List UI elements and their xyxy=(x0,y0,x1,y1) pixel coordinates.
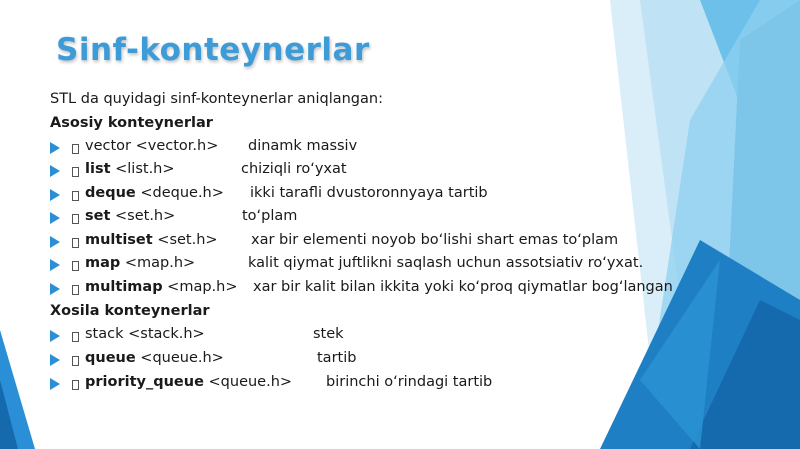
missing-glyph-icon xyxy=(72,167,79,177)
missing-glyph-icon xyxy=(72,380,79,390)
triangle-bullet-icon xyxy=(50,189,60,201)
missing-glyph-icon xyxy=(72,261,79,271)
container-header: <queue.h> xyxy=(203,374,293,390)
missing-glyph-icon xyxy=(72,356,79,366)
container-description: xar bir elementi noyob bo‘lishi shart emas to‘plam xyxy=(251,232,619,248)
container-description: xar bir kalit bilan ikkita yoki ko‘proq qiymatlar bog‘langan xyxy=(253,279,673,295)
list-item xyxy=(50,185,690,207)
container-description: dinamk massiv xyxy=(248,138,358,154)
triangle-bullet-icon xyxy=(50,259,60,271)
list-item xyxy=(50,208,690,230)
missing-glyph-icon xyxy=(72,214,79,224)
list-item xyxy=(50,326,690,348)
container-header: <vector.h> xyxy=(131,138,219,154)
container-name: set xyxy=(85,208,111,224)
section-heading-derived: Xosila konteynerlar xyxy=(50,303,210,319)
container-name: stack xyxy=(85,326,124,342)
container-header: <set.h> xyxy=(152,232,218,248)
container-header: <queue.h> xyxy=(135,350,224,366)
container-header: <map.h> xyxy=(162,279,238,295)
container-name: vector xyxy=(85,138,131,154)
container-description: to‘plam xyxy=(242,208,298,224)
container-name: queue xyxy=(85,350,136,366)
triangle-bullet-icon xyxy=(50,165,60,177)
triangle-bullet-icon xyxy=(50,283,60,295)
triangle-bullet-icon xyxy=(50,354,60,366)
container-header: <list.h> xyxy=(110,161,175,177)
list-item xyxy=(50,350,690,372)
list-item xyxy=(50,232,690,254)
list-item xyxy=(50,161,690,183)
list-item xyxy=(50,138,690,160)
missing-glyph-icon xyxy=(72,144,79,154)
container-header: <deque.h> xyxy=(135,185,224,201)
container-header: <stack.h> xyxy=(123,326,205,342)
missing-glyph-icon xyxy=(72,332,79,342)
missing-glyph-icon xyxy=(72,285,79,295)
slide-title: Sinf-konteynerlar xyxy=(56,32,370,68)
container-description: chiziqli ro‘yxat xyxy=(241,161,347,177)
missing-glyph-icon xyxy=(72,238,79,248)
container-name: list xyxy=(85,161,111,177)
triangle-bullet-icon xyxy=(50,378,60,390)
list-item xyxy=(50,279,690,301)
triangle-bullet-icon xyxy=(50,236,60,248)
triangle-bullet-icon xyxy=(50,142,60,154)
container-name: deque xyxy=(85,185,136,201)
triangle-bullet-icon xyxy=(50,330,60,342)
triangle-bullet-icon xyxy=(50,212,60,224)
container-header: <map.h> xyxy=(120,255,196,271)
container-name: multiset xyxy=(85,232,153,248)
missing-glyph-icon xyxy=(72,191,79,201)
container-header: <set.h> xyxy=(110,208,176,224)
container-description: kalit qiymat juftlikni saqlash uchun assotsiativ ro‘yxat. xyxy=(248,255,644,271)
list-item xyxy=(50,255,690,277)
container-name: multimap xyxy=(85,279,163,295)
container-description: ikki tarafli dvustoronnyaya tartib xyxy=(250,185,488,201)
container-name: map xyxy=(85,255,121,271)
intro-text: STL da quyidagi sinf-konteynerlar aniqlangan: xyxy=(50,91,383,107)
list-item xyxy=(50,374,690,396)
container-description: stek xyxy=(313,326,344,342)
section-heading-basic: Asosiy konteynerlar xyxy=(50,115,213,131)
container-name: priority_queue xyxy=(85,374,204,390)
container-description: tartib xyxy=(317,350,357,366)
container-description: birinchi o‘rindagi tartib xyxy=(326,374,493,390)
